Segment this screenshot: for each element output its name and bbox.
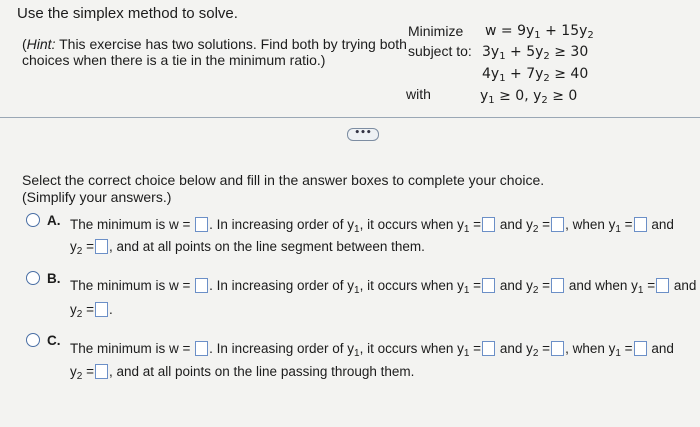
choice-b-y2-input-2[interactable] <box>95 302 108 317</box>
hint-line-1: (Hint: This exercise has two solutions. Find both by trying both <box>22 36 407 52</box>
choice-b-text-2: . In increasing order of y <box>209 278 354 293</box>
choice-a-line2: $y_2$ = , and at all points on the line segment between them. <box>70 239 425 257</box>
choice-b-line1: The minimum is w = . In increasing order of $y_1$, it occurs when $y_1$ = and $y_2$ = and when $y_1$ = and <box>70 278 697 296</box>
choice-a-letter <box>47 213 61 228</box>
choice-b-label: B. <box>47 271 61 286</box>
choice-b-y1-input-2[interactable] <box>656 278 669 293</box>
choice-b-text-6: and <box>673 278 697 293</box>
choice-a-text-2: . In increasing order of y <box>209 217 354 232</box>
choice-c-letter <box>47 333 61 348</box>
choice-a-w-input[interactable] <box>195 217 208 232</box>
choice-a-text-7: , and at all points on the line segment between them. <box>108 239 425 254</box>
choice-c-line1: The minimum is w = . In increasing order of $y_1$, it occurs when $y_1$ = and $y_2$ = , when $y_1$ = and <box>70 341 674 359</box>
simplify-note: (Simplify your answers.) <box>22 189 172 205</box>
choice-b-text-3: , it occurs when y <box>359 278 464 293</box>
choice-b-text-5: and when y <box>568 278 638 293</box>
choice-a-y2-input-2[interactable] <box>95 239 108 254</box>
choice-a-text-1: The minimum is w = <box>70 217 191 232</box>
choice-a-label: A. <box>47 213 61 228</box>
choice-c-text-7: , and at all points on the line passing through them. <box>108 364 415 379</box>
choice-a-y1-input-1[interactable] <box>482 217 495 232</box>
choice-c-text-5: , when y <box>565 341 616 356</box>
choice-b-y2-input-1[interactable] <box>551 278 564 293</box>
objective-function: $w = 9y_1 + 15y_2$ <box>485 23 594 41</box>
choice-c-w-input[interactable] <box>195 341 208 356</box>
expand-button[interactable]: ••• <box>347 128 379 141</box>
choice-b-line2: $y_2$ = . <box>70 302 113 320</box>
choice-b-w-input[interactable] <box>195 278 208 293</box>
choice-c-y2-input-1[interactable] <box>551 341 564 356</box>
choice-a-y1-input-2[interactable] <box>634 217 647 232</box>
choice-c-y1-input-1[interactable] <box>482 341 495 356</box>
choice-c-text-3: , it occurs when y <box>359 341 464 356</box>
choice-a-text-5: , when y <box>565 217 616 232</box>
choice-b-letter <box>47 271 61 286</box>
constraint-1: $3y_1 + 5y_2 \ge 30$ <box>482 44 589 62</box>
choice-b-text-7: . <box>108 302 113 317</box>
choice-b-y1-input-1[interactable] <box>482 278 495 293</box>
choice-b-text-1: The minimum is w = <box>70 278 191 293</box>
choice-a-y2-input-1[interactable] <box>551 217 564 232</box>
choice-c-line2: $y_2$ = , and at all points on the line passing through them. <box>70 364 415 382</box>
choice-b-radio[interactable] <box>26 271 40 285</box>
choice-c-y1-input-2[interactable] <box>634 341 647 356</box>
choice-c-y2-input-2[interactable] <box>95 364 108 379</box>
choice-a-text-4: and y <box>499 217 533 232</box>
choice-a-text-6: and <box>651 217 674 232</box>
hint-line-2: choices when there is a tie in the minimum ratio.) <box>22 52 326 68</box>
choice-b-text-4: and y <box>499 278 533 293</box>
nonnegativity: $y_1 \ge 0$, $y_2 \ge 0$ <box>480 88 578 106</box>
subject-to-label: subject to: <box>408 43 472 59</box>
hint-text-1: This exercise has two solutions. Find both by trying both <box>55 36 407 52</box>
instruction-text: Use the simplex method to solve. <box>17 5 238 22</box>
constraint-2: $4y_1 + 7y_2 \ge 40$ <box>482 66 589 84</box>
choice-a-line1: The minimum is w = . In increasing order of $y_1$, it occurs when $y_1$ = and $y_2$ = , when $y_1$ = and <box>70 217 674 235</box>
choice-c-label: C. <box>47 333 61 348</box>
choice-c-radio[interactable] <box>26 333 40 347</box>
choice-c-text-4: and y <box>499 341 533 356</box>
question-prompt: Select the correct choice below and fill in the answer boxes to complete your choice. <box>22 172 545 188</box>
hint-label: Hint: <box>26 36 56 52</box>
choice-c-text-6: and <box>651 341 674 356</box>
choice-c-text-1: The minimum is w = <box>70 341 191 356</box>
choice-a-text-3: , it occurs when y <box>359 217 464 232</box>
section-divider <box>0 117 700 118</box>
minimize-label: Minimize <box>408 23 464 39</box>
choice-c-text-2: . In increasing order of y <box>209 341 354 356</box>
with-label: with <box>406 86 431 102</box>
choice-a-radio[interactable] <box>26 213 40 227</box>
